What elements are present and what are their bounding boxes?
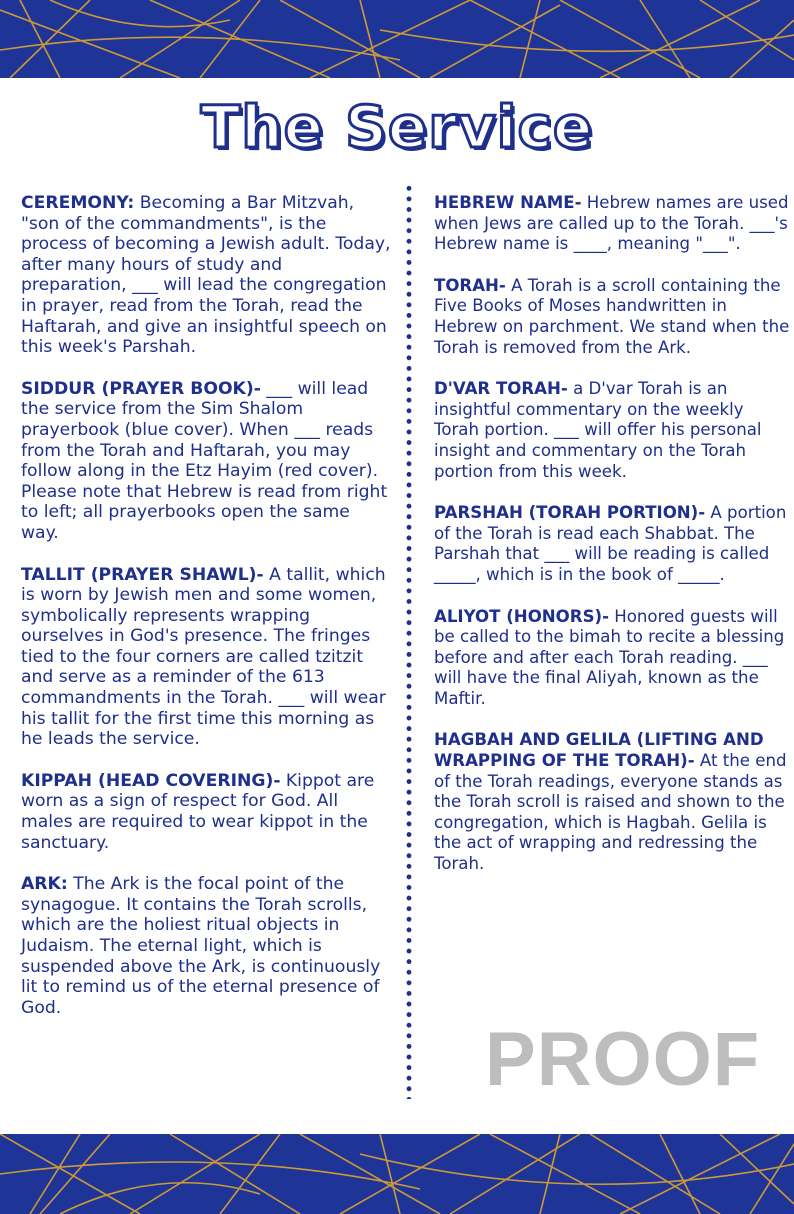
section-dvar-torah	[434, 379, 790, 482]
section-hagbah-gelila	[434, 730, 790, 874]
section-ceremony	[21, 193, 393, 358]
section-kippah	[21, 771, 393, 853]
section-heading: TORAH-	[434, 275, 506, 295]
section-heading: ALIYOT (HONORS)-	[434, 606, 609, 626]
section-heading: PARSHAH (TORAH PORTION)-	[434, 503, 706, 523]
section-text: Hebrew names are used when Jews are called up to the Torah. ___'s Hebrew name is ____, meaning "___".	[434, 193, 789, 254]
section-text: A portion of the Torah is read each Shabbat. The Parshah that ___ will be reading is called _____, which is in the book of _____.	[434, 503, 787, 584]
section-parshah	[434, 503, 790, 585]
gold-lines-pattern-bottom	[0, 1134, 794, 1214]
top-decorative-band	[0, 0, 794, 78]
section-tallit	[21, 565, 393, 750]
right-column	[434, 193, 790, 896]
section-heading: CEREMONY:	[21, 193, 135, 213]
bottom-decorative-band	[0, 1134, 794, 1214]
section-heading: KIPPAH (HEAD COVERING)-	[21, 770, 281, 791]
section-heading: HAGBAH AND GELILA (LIFTING AND WRAPPING OF THE TORAH)-	[434, 730, 764, 771]
section-text: Honored guests will be called to the bimah to recite a blessing before and after each Torah reading. ___ will have the final Aliyah, known as the Maftir.	[434, 606, 785, 708]
page-title: The Service	[200, 93, 594, 161]
section-text: A Torah is a scroll containing the Five Books of Moses handwritten in Hebrew on parchment. We stand when the Torah is removed from the Ark.	[434, 275, 790, 357]
proof-watermark: PROOF	[485, 1017, 761, 1102]
section-text: Kippot are worn as a sign of respect for God. All males are required to wear kippot in the sanctuary.	[21, 770, 375, 853]
section-text: At the end of the Torah readings, everyone stands as the Torah scroll is raised and shown to the congregation, which is Hagbah. Gelila is the act of wrapping and redressing the Torah.	[434, 751, 787, 874]
section-heading: ARK:	[21, 874, 68, 895]
gold-lines-pattern-top	[0, 0, 794, 78]
section-text: a D'var Torah is an insightful commentary on the weekly Torah portion. ___ will offer his personal insight and commentary on the Torah portion from this week.	[434, 379, 762, 481]
section-heading: TALLIT (PRAYER SHAWL)-	[21, 564, 264, 585]
section-heading: HEBREW NAME-	[434, 193, 582, 212]
section-text: ___ will lead the service from the Sim Shalom prayerbook (blue cover). When ___ reads from the Torah and Haftarah, you may follow along in the Etz Hayim (red cover). Please note that Hebrew is read from right to left; all prayerbooks open the same way.	[21, 378, 388, 543]
section-hebrew-name	[434, 193, 790, 255]
section-aliyot	[434, 607, 790, 710]
section-heading: SIDDUR (PRAYER BOOK)-	[21, 378, 261, 399]
left-column	[21, 193, 393, 1039]
section-text: Becoming a Bar Mitzvah, "son of the commandments", is the process of becoming a Jewish adult. Today, after many hours of study and preparation, ___ will lead the congregation in prayer, read from the Torah, read the Haftarah, and give an insightful speech on this week's Parshah.	[21, 193, 391, 358]
section-siddur	[21, 379, 393, 544]
section-heading: D'VAR TORAH-	[434, 379, 568, 399]
section-torah	[434, 276, 790, 358]
section-ark	[21, 874, 393, 1018]
section-text: A tallit, which is worn by Jewish men and some women, symbolically represents wrapping ourselves in God's presence. The fringes tied to the four corners are called tzitzit and serve as a reminder of the 613 commandments in the Torah. ___ will wear his tallit for the first time this morning as he leads the service.	[21, 564, 386, 750]
dotted-column-divider	[406, 183, 412, 1099]
section-text: The Ark is the focal point of the synagogue. It contains the Torah scrolls, which are the holiest ritual objects in Judaism. The eternal light, which is suspended above the Ark, is continuously lit to remind us of the eternal presence of God.	[21, 874, 381, 1018]
